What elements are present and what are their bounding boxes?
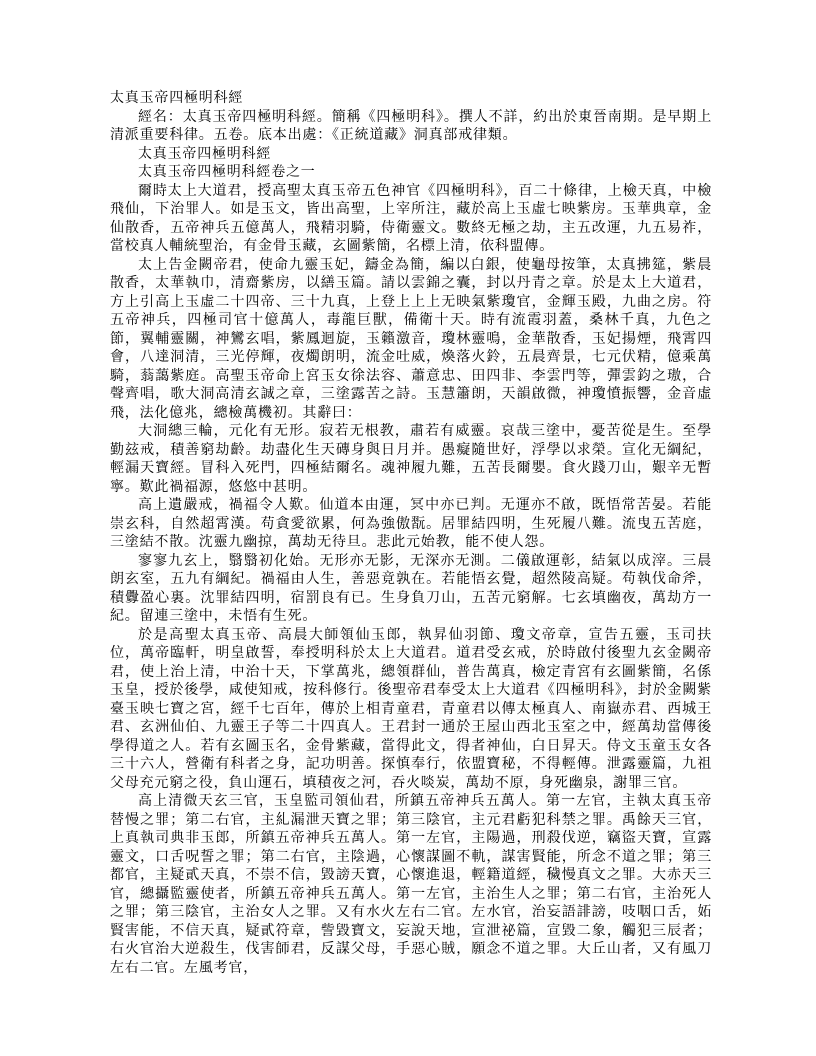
abstract-paragraph: 經名：太真玉帝四極明科經。簡稱《四極明科》。撰人不詳，約出於東晉南期。是早期上清派重要科律。五卷。底本出處：《正統道藏》洞真部戒律類。 bbox=[110, 109, 712, 143]
verse-paragraph: 高上遺嚴戒，禍福令人歎。仙道本由運，冥中亦已判。无運亦不啟，既悟常苦晏。若能崇玄科，自然超霄漢。苟貪愛欲累，何為強傲翫。居罪結四明，生死履八難。流曳五苦庭，三塗結不散。沈靈九幽掠，萬劫无待旦。悲此元始教，能不使人怨。 bbox=[110, 498, 712, 550]
text-column bbox=[110, 90, 712, 978]
scripture-title-line: 太真玉帝四極明科經 bbox=[138, 146, 272, 162]
body-paragraph: 太上告金闕帝君，使命九靈玉妃，鑄金為簡，編以白銀，使龜母按筆，太真拂筵，紫晨散香，太華執巾，清齋紫房，以繕玉篇。請以雲錦之囊，封以丹青之章。於是太上大道君，方上引高上玉虛二十四帝、三十九真，上登上上上无映氣紫瓊官，金輝玉殿，九曲之房。符五帝神兵，四極司官十億萬人，毒龍巨獸，備衛十天。時有流霞羽蓋，桑林千真，九色之節，翼輔靈關，神鸞玄唱，紫鳳迴旋，玉籟激音，瓊林靈鳴，金華散香，玉妃揚煙，飛霄四會，八達洞清，三光停輝，夜燭朗明，流金吐威，煥落火鈴，五晨齊景，七元伏精，億乘萬騎，蓊藹紫庭。高聖玉帝命上宮玉女徐法容、蕭意忠、田四非、李雲門等，彈雲鈞之璈，合聲齊唱，歌大洞高清玄誠之章，三塗露苦之詩。玉慧簫朗，天韻啟微，神瓊憤振響，金音虛飛，法化億兆，總檢萬機初。其辭曰： bbox=[110, 257, 712, 421]
chapter-title-line: 太真玉帝四極明科經卷之一 bbox=[138, 165, 316, 180]
body-paragraph: 於是高聖太真玉帝、高晨大師領仙玉郎，執昇仙羽節、瓊文帝章，宣告五靈，玉司扶位，萬帝臨軒，明皇啟誓，奉授明科於太上大道君。道君受玄戒，於時啟付後聖九玄金闕帝君，使上治上清，中治十天，下掌萬兆，總領群仙，普告萬真，檢定青宮有玄圖紫簡，名係玉皇，授於後學，咸使知戒，按科修行。後聖帝君奉受太上大道君《四極明科》，封於金闕紫臺玉映七寶之宮，經千七百年，傳於上相青童君，青童君以傳太極真人、南嶽赤君、西城王君、玄洲仙伯、九靈王子等二十四真人。王君封一通於王屋山西北玉室之中，經萬劫當傳後學得道之人。若有玄圖玉名，金骨紫藏，當得此文，得者神仙，白日昇天。侍文玉童玉女各三十六人，營衛有科者之身，記功明善。探慎奉行，依盟寶秘，不得輕傳。泄露靈篇，九祖父母充元窮之役，負山運石，填積夜之河，吞火啖炭，萬劫不原，身死幽泉，謝罪三官。 bbox=[110, 627, 712, 791]
document-title: 太真玉帝四極明科經 bbox=[110, 91, 244, 106]
verse-paragraph: 寥寥九玄上，翳翳初化始。无形亦无影，无深亦无測。二儀啟運彰，結氣以成滓。三晨朗玄室，五九有綱紀。禍福由人生，善惡竟孰在。若能悟玄覺，超然陵高疑。苟執伐命斧，積釁盈心裏。沈罪結四明，宿罰良有已。生身負刀山，五苦元窮解。七玄填幽夜，萬劫方一紀。留連三塗中，未悟有生死。 bbox=[110, 553, 712, 624]
body-paragraph: 爾時太上大道君，授高聖太真玉帝五色神官《四極明科》，百二十條律，上檢天真，中檢飛仙，下治罪人。如是玉文，皆出高聖，上宰所注，藏於高上玉虛七映紫房。玉華典章，金仙散香，五帝神兵五億萬人，飛精羽騎，侍衛靈文。數終无極之劫，主五改運，九五易祚，當校真人輔統聖治，有金骨玉藏，玄圖紫簡，名標上清，依科盟傳。 bbox=[110, 183, 712, 254]
body-paragraph: 高上清微天玄三官，玉皇監司領仙君，所鎮五帝神兵五萬人。第一左官，主執太真玉帝替慢之罪；第二右官，主糺漏泄天寶之罪；第三陰官，主元君虧犯科禁之罪。禹餘天三官，上真執司典非玉郎，所鎮五帝神兵五萬人。第一左官，主陽過，刑殺伐逆，竊盜天寶，宣露靈文，口舌呪誓之罪；第二右官，主陰過，心懷謀圖不軌，謀害賢能，所念不道之罪；第三都官，主疑貳天真，不崇不信，毀謗天寶，心懷進退，輕籍道經，穢慢真文之罪。大赤天三官，總攝監靈使者，所鎮五帝神兵五萬人。第一左官，主治生人之罪；第二右官，主治死人之罪；第三陰官，主治女人之罪。又有水火左右二官。左水官，治妄語誹謗，吱咽口舌，妬賢害能，不信天真，疑貳符章，訾毀寶文，妄說天地，宣泄祕篇，宣毀二象，觸犯三辰者；右火官治大逆殺生，伐害師君，反謀父母，手惡心賊，願念不道之罪。大丘山者，又有風刀左右二官。左風考官， bbox=[110, 794, 712, 976]
verse-paragraph: 大洞總三輪，元化有无形。寂若无根教，肅若有威靈。哀哉三塗中，憂苦從是生。至學勤玆戒，積善窮劫齡。劫盡化生天磚身與日月并。愚癡隨世好，浮學以求榮。宣化无綱紀，輕漏天寶經。冒科入死門，四極結爾名。魂神履九難，五苦長爾嬰。食火踐刀山，艱辛无暫寧。歎此禍福源，悠悠中甚明。 bbox=[110, 424, 712, 495]
